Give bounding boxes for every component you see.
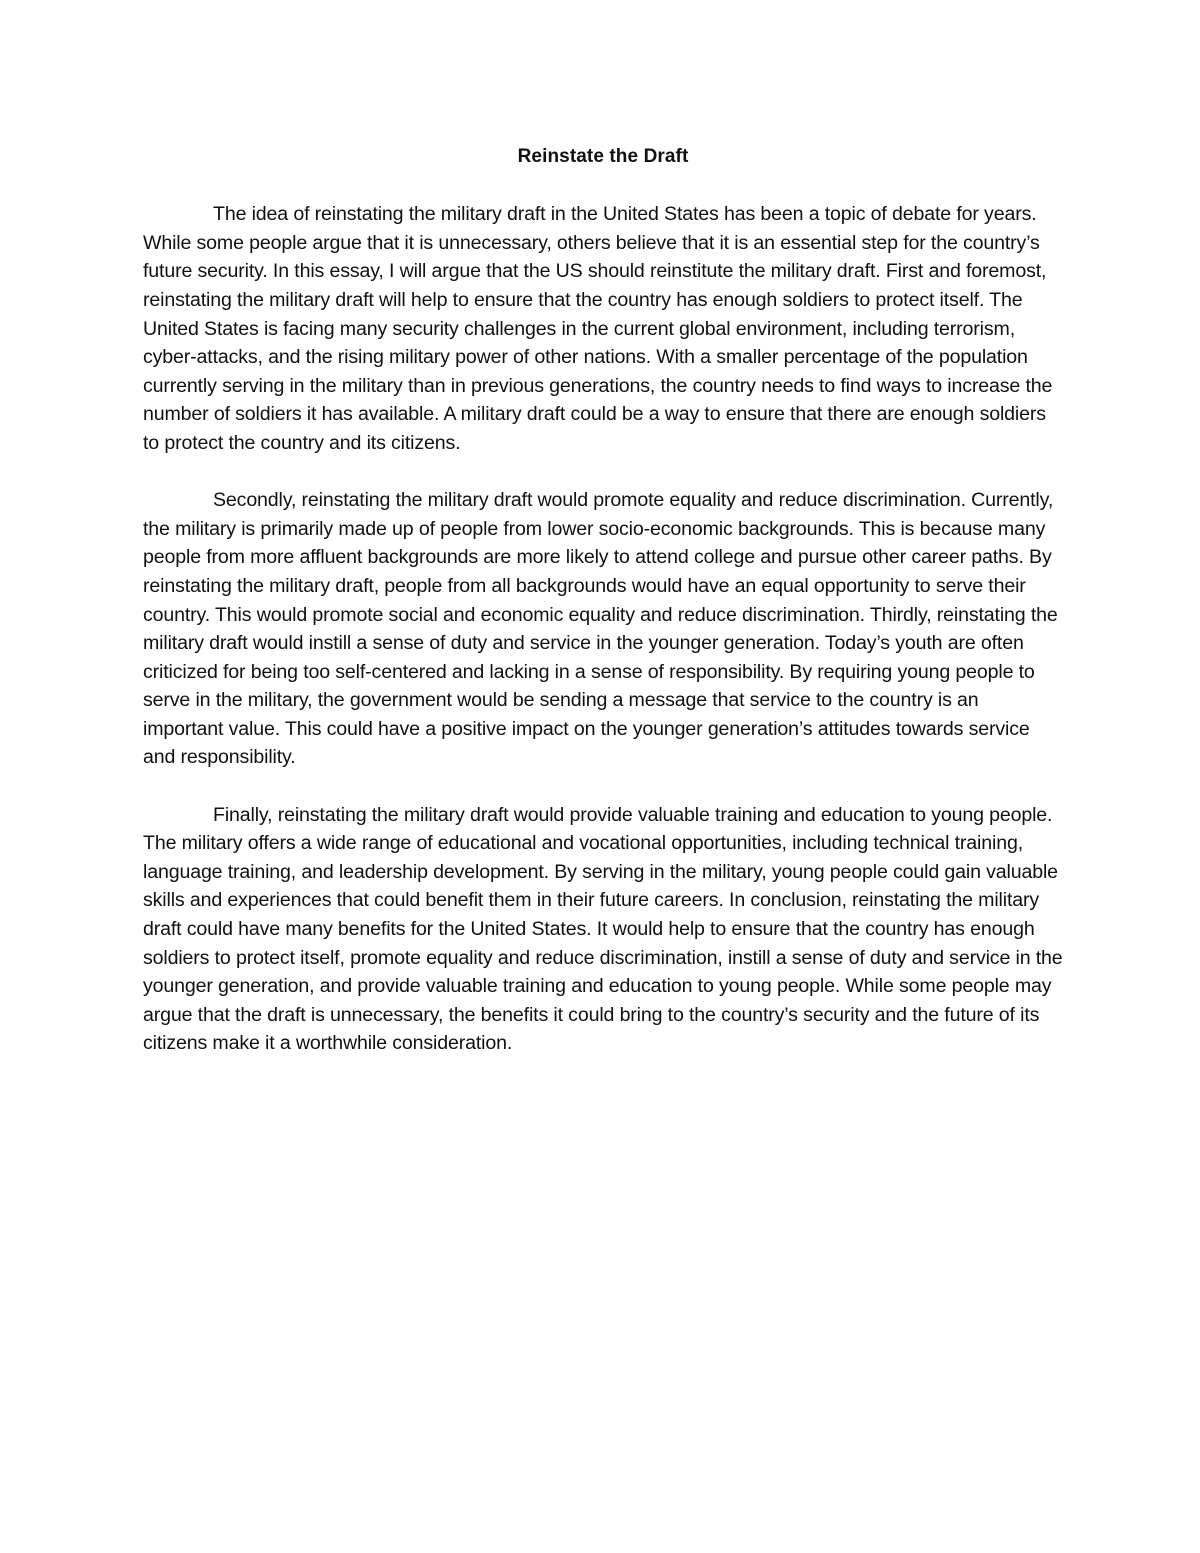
document-body: [143, 143, 1063, 1058]
paragraph-1: The idea of reinstating the military draft in the United States has been a topic of debate for years. While some people argue that it is unnecessary, others believe that it is an essential step for the country’s future security. In this essay, I will argue that the US should reinstitute the military draft. First and foremost, reinstating the military draft will help to ensure that the country has enough soldiers to protect itself. The United States is facing many security challenges in the current global environment, including terrorism, cyber-attacks, and the rising military power of other nations. With a smaller percentage of the population currently serving in the military than in previous generations, the country needs to find ways to increase the number of soldiers it has available. A military draft could be a way to ensure that there are enough soldiers to protect the country and its citizens.: [143, 203, 1053, 454]
paragraph-2: Secondly, reinstating the military draft would promote equality and reduce discrimination. Currently, the military is primarily made up of people from lower socio-economic backgrounds. This is because many people from more affluent backgrounds are more likely to attend college and pursue other career paths. By reinstating the military draft, people from all backgrounds would have an equal opportunity to serve their country. This would promote social and economic equality and reduce discrimination. Thirdly, reinstating the military draft would instill a sense of duty and service in the younger generation. Today’s youth are often criticized for being too self-centered and lacking in a sense of responsibility. By requiring young people to serve in the military, the government would be sending a message that service to the country is an important value. This could have a positive impact on the younger generation’s attitudes towards service and responsibility.: [143, 489, 1058, 769]
paragraph-3: Finally, reinstating the military draft would provide valuable training and education to young people. The military offers a wide range of educational and vocational opportunities, including technical training, language training, and leadership development. By serving in the military, young people could gain valuable skills and experiences that could benefit them in their future careers. In conclusion, reinstating the military draft could have many benefits for the United States. It would help to ensure that the country has enough soldiers to protect itself, promote equality and reduce discrimination, instill a sense of duty and service in the younger generation, and provide valuable training and education to young people. While some people may argue that the draft is unnecessary, the benefits it could bring to the country’s security and the future of its citizens make it a worthwhile consideration.: [143, 803, 1063, 1055]
document-title: Reinstate the Draft: [517, 146, 689, 167]
